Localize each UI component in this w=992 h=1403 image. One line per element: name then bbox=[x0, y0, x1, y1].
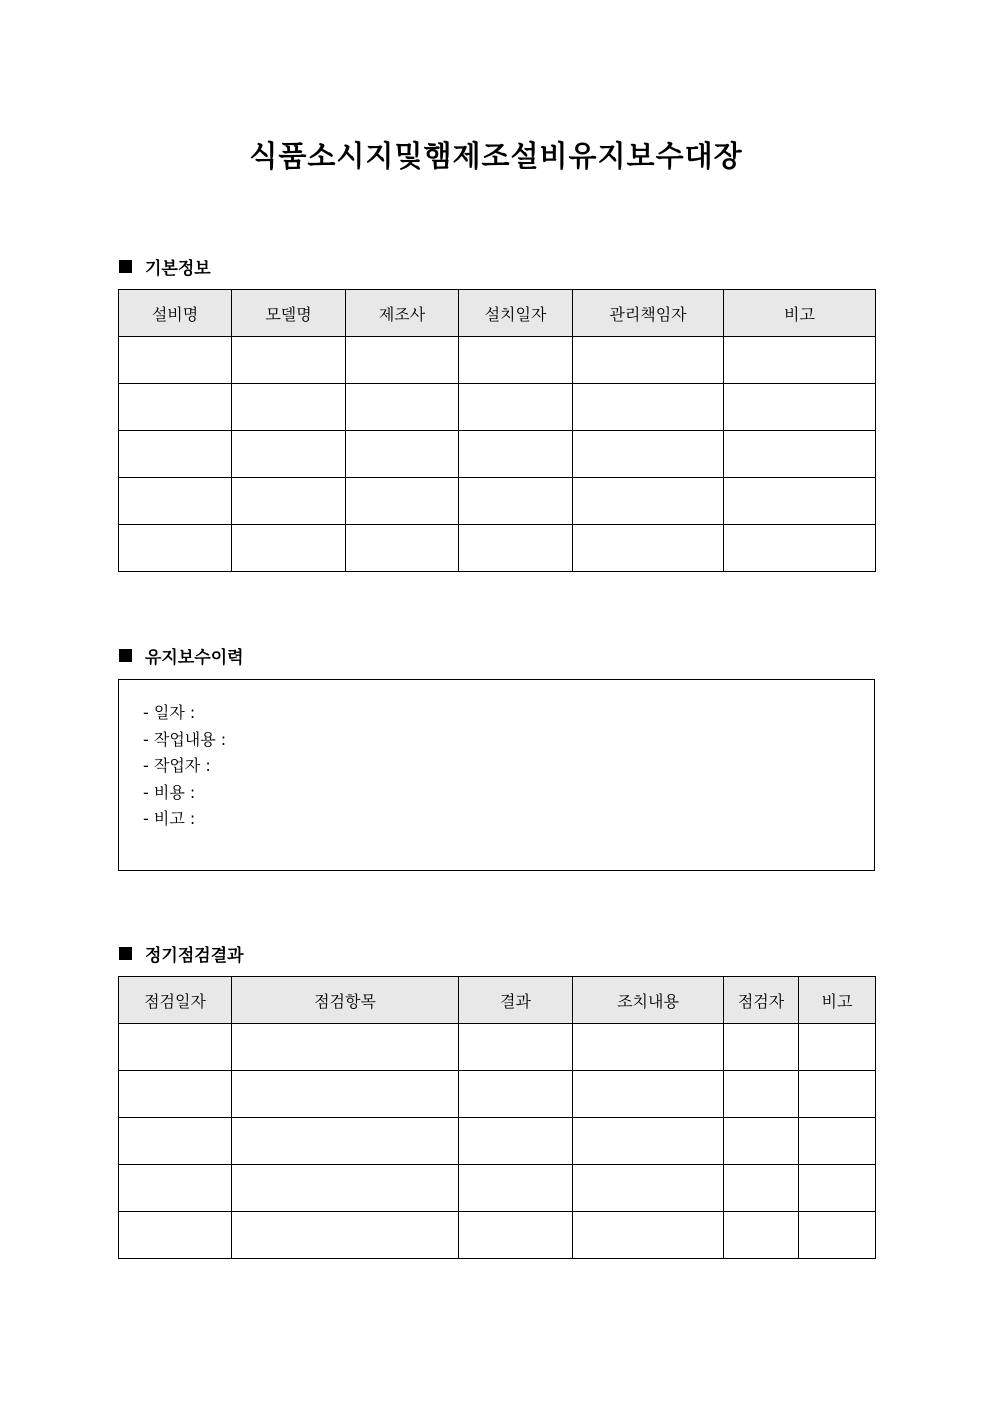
table-cell[interactable] bbox=[459, 1165, 573, 1212]
table-cell[interactable] bbox=[232, 525, 346, 572]
table-cell[interactable] bbox=[724, 478, 876, 525]
table-cell[interactable] bbox=[232, 1118, 459, 1165]
table-cell[interactable] bbox=[573, 1118, 724, 1165]
square-bullet-icon bbox=[119, 260, 132, 273]
table-cell[interactable] bbox=[573, 1165, 724, 1212]
document-title: 식품소시지및햄제조설비유지보수대장 bbox=[249, 139, 743, 173]
table-cell[interactable] bbox=[119, 1212, 232, 1259]
table-cell[interactable] bbox=[724, 1024, 799, 1071]
column-header: 점검자 bbox=[724, 977, 799, 1024]
maintenance-history-box bbox=[118, 679, 875, 871]
table-cell[interactable] bbox=[119, 1024, 232, 1071]
section-heading-maintenance-history bbox=[119, 643, 244, 668]
table-cell[interactable] bbox=[119, 337, 232, 384]
table-cell[interactable] bbox=[573, 1024, 724, 1071]
table-cell[interactable] bbox=[346, 478, 459, 525]
inspection-body bbox=[119, 1024, 876, 1259]
column-header: 관리책임자 bbox=[573, 290, 724, 337]
table-cell[interactable] bbox=[573, 431, 724, 478]
table-cell[interactable] bbox=[724, 1071, 799, 1118]
table-cell[interactable] bbox=[573, 1212, 724, 1259]
table-row bbox=[119, 1024, 876, 1071]
table-cell[interactable] bbox=[232, 1024, 459, 1071]
table-cell[interactable] bbox=[346, 384, 459, 431]
column-header: 설비명 bbox=[119, 290, 232, 337]
table-cell[interactable] bbox=[119, 1165, 232, 1212]
maintenance-history-list bbox=[119, 680, 874, 833]
table-cell[interactable] bbox=[573, 478, 724, 525]
list-item: - 작업자 : bbox=[143, 756, 211, 775]
table-cell[interactable] bbox=[119, 384, 232, 431]
table-cell[interactable] bbox=[724, 384, 876, 431]
table-cell[interactable] bbox=[459, 431, 573, 478]
list-item: - 작업내용 : bbox=[143, 729, 227, 749]
table-cell[interactable] bbox=[573, 525, 724, 572]
column-header: 비고 bbox=[799, 977, 876, 1024]
table-row bbox=[119, 1071, 876, 1118]
column-header: 점검항목 bbox=[232, 977, 459, 1024]
table-cell[interactable] bbox=[459, 384, 573, 431]
section-heading-label: 정기점검결과 bbox=[145, 946, 244, 966]
table-cell[interactable] bbox=[724, 1212, 799, 1259]
table-row bbox=[119, 525, 876, 572]
table-cell[interactable] bbox=[799, 1024, 876, 1071]
table-header-row bbox=[119, 290, 876, 337]
table-row bbox=[119, 384, 876, 431]
basic-info-body bbox=[119, 337, 876, 572]
table-cell[interactable] bbox=[232, 1071, 459, 1118]
table-cell[interactable] bbox=[724, 1165, 799, 1212]
table-cell[interactable] bbox=[459, 478, 573, 525]
table-row bbox=[119, 431, 876, 478]
table-cell[interactable] bbox=[459, 1212, 573, 1259]
table-row bbox=[119, 1212, 876, 1259]
table-cell[interactable] bbox=[724, 1118, 799, 1165]
table-cell[interactable] bbox=[573, 337, 724, 384]
table-row bbox=[119, 1118, 876, 1165]
table-cell[interactable] bbox=[119, 431, 232, 478]
table-cell[interactable] bbox=[119, 478, 232, 525]
table-row bbox=[119, 478, 876, 525]
column-header: 비고 bbox=[724, 290, 876, 337]
table-cell[interactable] bbox=[799, 1071, 876, 1118]
column-header: 모델명 bbox=[232, 290, 346, 337]
table-cell[interactable] bbox=[799, 1165, 876, 1212]
column-header: 설치일자 bbox=[459, 290, 573, 337]
table-cell[interactable] bbox=[799, 1212, 876, 1259]
table-cell[interactable] bbox=[232, 431, 346, 478]
table-cell[interactable] bbox=[346, 431, 459, 478]
section-heading-basic-info bbox=[119, 254, 211, 279]
column-header: 제조사 bbox=[346, 290, 459, 337]
table-cell[interactable] bbox=[119, 525, 232, 572]
section-heading-inspection bbox=[119, 941, 244, 966]
table-row bbox=[119, 1165, 876, 1212]
table-header-row bbox=[119, 977, 876, 1024]
list-item: - 비용 : bbox=[143, 782, 196, 802]
section-heading-label: 유지보수이력 bbox=[145, 648, 244, 668]
table-cell[interactable] bbox=[459, 1118, 573, 1165]
table-cell[interactable] bbox=[119, 1118, 232, 1165]
section-heading-label: 기본정보 bbox=[145, 259, 211, 279]
table-cell[interactable] bbox=[799, 1118, 876, 1165]
table-cell[interactable] bbox=[232, 1212, 459, 1259]
square-bullet-icon bbox=[119, 947, 132, 960]
list-item: - 일자 : bbox=[143, 703, 196, 722]
square-bullet-icon bbox=[119, 649, 132, 662]
table-cell[interactable] bbox=[459, 525, 573, 572]
table-cell[interactable] bbox=[459, 337, 573, 384]
table-cell[interactable] bbox=[724, 337, 876, 384]
table-cell[interactable] bbox=[724, 525, 876, 572]
table-cell[interactable] bbox=[232, 384, 346, 431]
table-cell[interactable] bbox=[232, 337, 346, 384]
table-cell[interactable] bbox=[573, 1071, 724, 1118]
table-row bbox=[119, 337, 876, 384]
basic-info-table bbox=[118, 289, 876, 572]
table-cell[interactable] bbox=[232, 1165, 459, 1212]
inspection-table bbox=[118, 976, 876, 1259]
table-cell[interactable] bbox=[119, 1071, 232, 1118]
column-header: 결과 bbox=[459, 977, 573, 1024]
table-cell[interactable] bbox=[459, 1071, 573, 1118]
table-cell[interactable] bbox=[232, 478, 346, 525]
table-cell[interactable] bbox=[346, 337, 459, 384]
table-cell[interactable] bbox=[346, 525, 459, 572]
column-header: 점검일자 bbox=[119, 977, 232, 1024]
table-cell[interactable] bbox=[459, 1024, 573, 1071]
table-cell[interactable] bbox=[724, 431, 876, 478]
column-header: 조치내용 bbox=[573, 977, 724, 1024]
table-cell[interactable] bbox=[573, 384, 724, 431]
list-item: - 비고 : bbox=[143, 809, 196, 828]
